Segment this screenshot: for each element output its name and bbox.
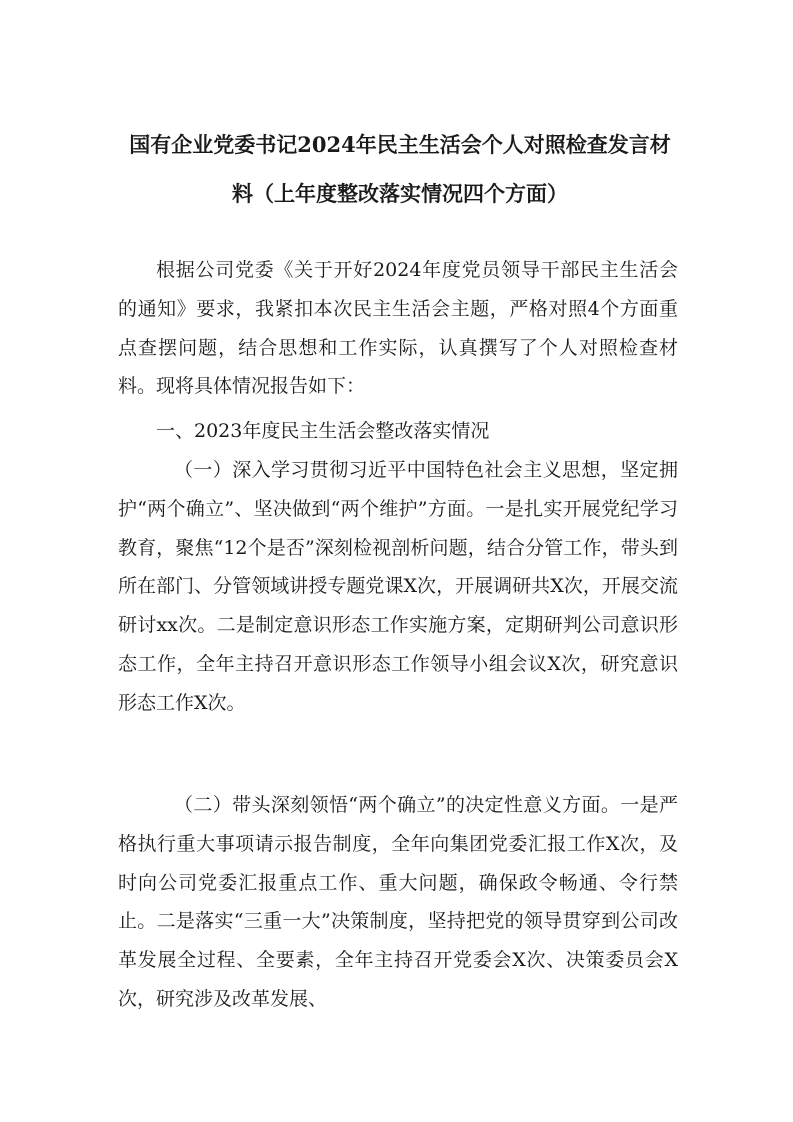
body-paragraph: （二）带头深刻领悟“两个确立”的决定性意义方面。一是严格执行重大事项请示报告制度，全年向集团党委汇报工作X次，及时向公司党委汇报重点工作、重大问题，确保政令畅通、令行禁止。二是落实“三重一大”决策制度，坚持把党的领导贯穿到公司改革发展全过程、全要素，全年主持召开党委会X次、决策委员会X次，研究涉及改革发展、 (118, 794, 678, 1010)
intro-paragraph: 根据公司党委《关于开好2024年度党员领导干部民主生活会的通知》要求，我紧扣本次民主生活会主题，严格对照4个方面重点查摆问题，结合思想和工作实际，认真撰写了个人对照检查材料。现将具体情况报告如下： (118, 259, 678, 398)
section-heading: 一、2023年度民主生活会整改落实情况 (156, 420, 490, 442)
document-title-line-2: 料（上年度整改落实情况四个方面） (232, 181, 568, 206)
document-title-line-1: 国有企业党委书记2024年民主生活会个人对照检查发言材 (129, 132, 671, 157)
body-paragraph: （一）深入学习贯彻习近平中国特色社会主义思想，坚定拥护“两个确立”、坚决做到“两个维护”方面。一是扎实开展党纪学习教育，聚焦“12个是否”深刻检视剖析问题，结合分管工作，带头到所在部门、分管领域讲授专题党课X次，开展调研共X次，开展交流研讨xx次。二是制定意识形态工作实施方案，定期研判公司意识形态工作，全年主持召开意识形态工作领导小组会议X次，研究意识形态工作X次。 (118, 459, 678, 714)
